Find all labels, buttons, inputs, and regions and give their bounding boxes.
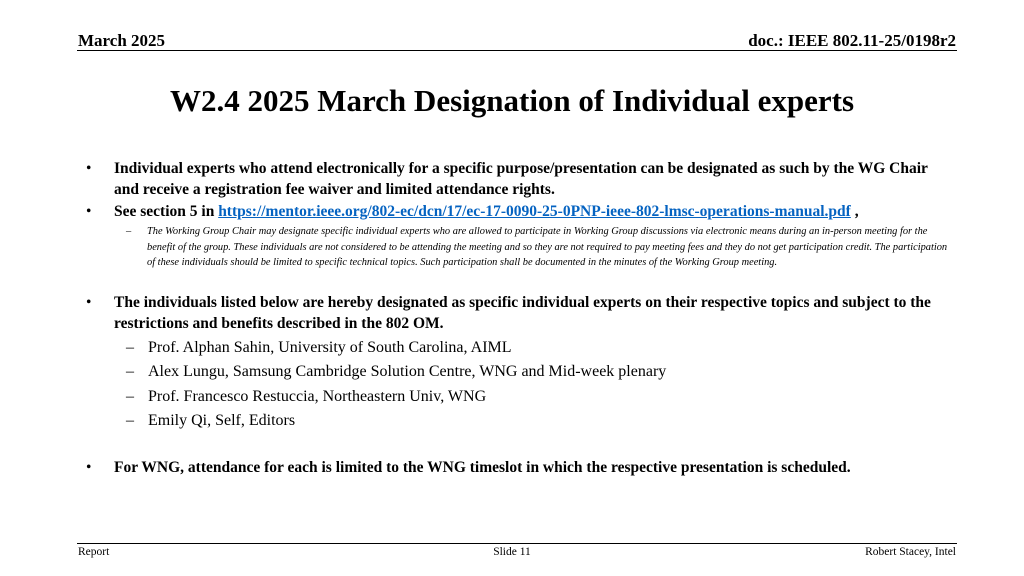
list-item bbox=[80, 409, 950, 434]
bullet-marker: • bbox=[86, 160, 92, 177]
footer-left: Report bbox=[78, 546, 110, 558]
footer-divider bbox=[77, 543, 957, 544]
bullet-text: Individual experts who attend electronically for a specific purpose/presentation can be designated as such by the WG Chair and receive a registration fee waiver and limited attendance rights. bbox=[114, 160, 928, 198]
dash-marker: – bbox=[126, 387, 134, 405]
bullet-individuals-designated bbox=[80, 292, 950, 334]
header-doc-id: doc.: IEEE 802.11-25/0198r2 bbox=[748, 31, 956, 50]
expert-name: Alex Lungu, Samsung Cambridge Solution Centre, WNG and Mid-week plenary bbox=[148, 363, 667, 380]
operations-manual-link[interactable]: https://mentor.ieee.org/802-ec/dcn/17/ec-17-0090-25-0PNP-ieee-802-lmsc-operations-manual.pdf bbox=[218, 203, 851, 220]
bullet-text: For WNG, attendance for each is limited to the WNG timeslot in which the respective presentation is scheduled. bbox=[114, 458, 851, 476]
dash-marker: – bbox=[126, 363, 134, 380]
footer-author: Robert Stacey, Intel bbox=[865, 546, 956, 558]
bullet-text-suffix: , bbox=[850, 203, 859, 220]
expert-name: Prof. Francesco Restuccia, Northeastern Univ, WNG bbox=[148, 387, 487, 405]
header-divider bbox=[77, 50, 957, 51]
list-item bbox=[80, 336, 950, 361]
bullet-marker: • bbox=[86, 293, 92, 311]
list-item bbox=[80, 385, 950, 410]
expert-list bbox=[80, 336, 950, 434]
quoted-rule-text bbox=[80, 224, 950, 271]
dash-marker: – bbox=[126, 338, 134, 356]
bullet-wng-attendance bbox=[80, 457, 950, 478]
quote-text: The Working Group Chair may designate specific individual experts who are allowed to participate in Working Group discussions via electronic means during an in-person meeting for the benefit of the group. These individuals are not considered to be attending the meeting and so they are not required to pay meeting fees and they do not get participation credit. The participation of these individuals should be limited to specific technical topics. Such participation shall be documented in the minutes of the Working Group meeting. bbox=[147, 226, 948, 268]
slide-number: Slide 11 bbox=[493, 546, 531, 558]
expert-name: Prof. Alphan Sahin, University of South Carolina, AIML bbox=[148, 338, 512, 356]
bullet-designation-info bbox=[80, 158, 950, 200]
bullet-see-section bbox=[80, 201, 950, 222]
bullet-marker: • bbox=[86, 203, 92, 220]
bullet-text-prefix: See section 5 in bbox=[114, 203, 219, 220]
header-date: March 2025 bbox=[78, 31, 166, 50]
expert-name: Emily Qi, Self, Editors bbox=[148, 412, 296, 429]
dash-marker: – bbox=[126, 226, 132, 237]
dash-marker: – bbox=[126, 412, 134, 429]
bullet-marker: • bbox=[86, 458, 92, 476]
list-item bbox=[80, 360, 950, 385]
slide-title: W2.4 2025 March Designation of Individual experts bbox=[169, 83, 855, 118]
slide-body bbox=[80, 158, 950, 478]
bullet-text: The individuals listed below are hereby designated as specific individual experts on their respective topics and subject to the restrictions and benefits described in the 802 OM. bbox=[114, 293, 931, 332]
